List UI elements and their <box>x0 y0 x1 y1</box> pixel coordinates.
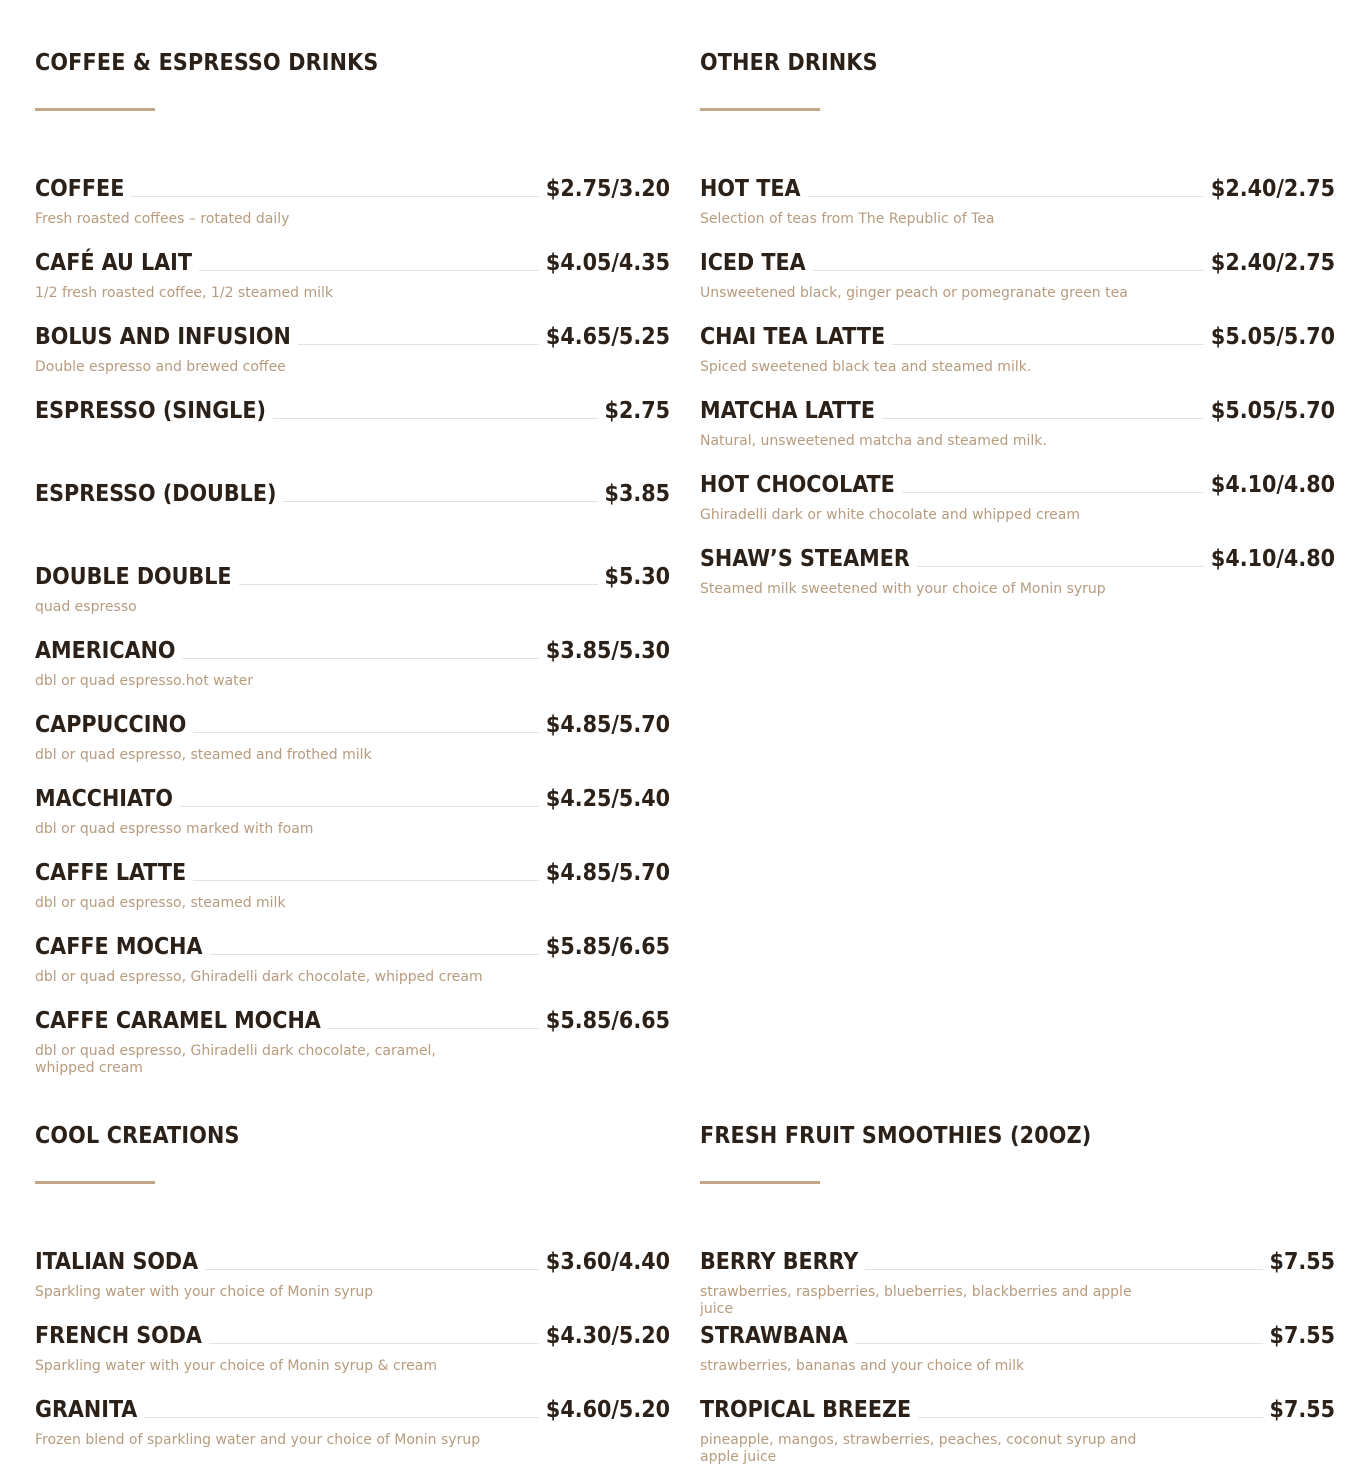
item-description: Frozen blend of sparkling water and your choice of Monin syrup <box>35 1432 481 1448</box>
item-name: MATCHA LATTE <box>700 398 875 424</box>
item-description: Fresh roasted coffees – rotated daily <box>35 211 290 227</box>
item-name: ITALIAN SODA <box>35 1249 199 1275</box>
menu-item <box>35 1245 670 1319</box>
item-name: GRANITA <box>35 1397 138 1423</box>
leader-line <box>209 1343 539 1344</box>
menu-item <box>35 782 670 856</box>
item-price: $2.75/3.20 <box>545 176 670 202</box>
leader-line <box>210 954 539 955</box>
item-name: BOLUS AND INFUSION <box>35 324 291 350</box>
menu-item <box>700 394 1335 468</box>
section-divider <box>700 1181 820 1184</box>
item-description: strawberries, bananas and your choice of milk <box>700 1358 1025 1374</box>
item-price: $4.85/5.70 <box>545 712 670 738</box>
item-name: HOT CHOCOLATE <box>700 472 895 498</box>
leader-line <box>273 418 598 419</box>
menu-item <box>700 1319 1335 1393</box>
item-name: FRENCH SODA <box>35 1323 202 1349</box>
leader-line <box>865 1269 1262 1270</box>
item-name: CAFFE CARAMEL MOCHA <box>35 1008 321 1034</box>
leader-line <box>239 584 598 585</box>
item-description: Unsweetened black, ginger peach or pomegranate green tea <box>700 285 1128 301</box>
item-price: $7.55 <box>1269 1397 1335 1423</box>
leader-line <box>193 732 539 733</box>
menu-item <box>700 1393 1335 1467</box>
menu-item-list <box>700 1245 1335 1467</box>
item-description: Sparkling water with your choice of Monin syrup & cream <box>35 1358 437 1374</box>
menu-item <box>35 708 670 782</box>
leader-line <box>199 270 539 271</box>
item-name: CHAI TEA LATTE <box>700 324 886 350</box>
item-name: AMERICANO <box>35 638 176 664</box>
leader-line <box>205 1269 539 1270</box>
leader-line <box>182 658 538 659</box>
menu-item <box>35 246 670 320</box>
item-price: $3.60/4.40 <box>545 1249 670 1275</box>
section-divider <box>700 108 820 111</box>
item-description: dbl or quad espresso.hot water <box>35 673 254 689</box>
item-price: $7.55 <box>1269 1249 1335 1275</box>
item-name: MACCHIATO <box>35 786 173 812</box>
section-title: COOL CREATIONS <box>35 1123 240 1149</box>
menu-item <box>35 172 670 246</box>
item-price: $5.85/6.65 <box>545 1008 670 1034</box>
item-name: STRAWBANA <box>700 1323 848 1349</box>
item-description: Selection of teas from The Republic of Tea <box>700 211 995 227</box>
item-price: $2.40/2.75 <box>1210 176 1335 202</box>
item-description: Double espresso and brewed coffee <box>35 359 286 375</box>
item-price: $2.75 <box>604 398 670 424</box>
leader-line <box>328 1028 539 1029</box>
leader-line <box>180 806 539 807</box>
leader-line <box>298 344 539 345</box>
item-name: BERRY BERRY <box>700 1249 859 1275</box>
menu-item <box>700 542 1335 616</box>
item-price: $3.85/5.30 <box>545 638 670 664</box>
leader-line <box>283 501 597 502</box>
menu-item <box>35 1319 670 1393</box>
item-description: Steamed milk sweetened with your choice of Monin syrup <box>700 581 1106 597</box>
menu-item <box>35 930 670 1004</box>
item-name: SHAW’S STEAMER <box>700 546 910 572</box>
item-price: $5.05/5.70 <box>1210 324 1335 350</box>
item-price: $4.05/4.35 <box>545 250 670 276</box>
leader-line <box>813 270 1204 271</box>
item-name: CAFÉ AU LAIT <box>35 250 192 276</box>
item-description: dbl or quad espresso, steamed and frothed milk <box>35 747 372 763</box>
item-name: CAFFE MOCHA <box>35 934 203 960</box>
item-description: dbl or quad espresso marked with foam <box>35 821 314 837</box>
item-price: $4.65/5.25 <box>545 324 670 350</box>
menu-item <box>35 477 670 560</box>
menu-item <box>700 1245 1335 1319</box>
item-description: quad espresso <box>35 599 137 615</box>
menu-section-cool-creations <box>35 1119 670 1467</box>
item-name: ESPRESSO (DOUBLE) <box>35 481 277 507</box>
leader-line <box>131 196 539 197</box>
menu-item-list <box>700 172 1335 616</box>
leader-line <box>902 492 1204 493</box>
item-description: dbl or quad espresso, steamed milk <box>35 895 286 911</box>
item-price: $4.10/4.80 <box>1210 472 1335 498</box>
item-description: Spiced sweetened black tea and steamed milk. <box>700 359 1032 375</box>
leader-line <box>892 344 1204 345</box>
item-name: HOT TEA <box>700 176 801 202</box>
leader-line <box>855 1343 1263 1344</box>
menu-item <box>35 320 670 394</box>
menu-section-fruit-smoothies <box>700 1119 1335 1467</box>
menu-item <box>35 560 670 634</box>
item-price: $7.55 <box>1269 1323 1335 1349</box>
leader-line <box>882 418 1204 419</box>
leader-line <box>144 1417 539 1418</box>
menu-item <box>700 320 1335 394</box>
item-name: ESPRESSO (SINGLE) <box>35 398 266 424</box>
item-price: $4.85/5.70 <box>545 860 670 886</box>
menu-item <box>35 394 670 477</box>
item-description: 1/2 fresh roasted coffee, 1/2 steamed milk <box>35 285 334 301</box>
leader-line <box>193 880 539 881</box>
section-divider <box>35 108 155 111</box>
menu-item <box>35 1004 670 1078</box>
item-price: $4.60/5.20 <box>545 1397 670 1423</box>
section-divider <box>35 1181 155 1184</box>
item-price: $2.40/2.75 <box>1210 250 1335 276</box>
section-title: COFFEE & ESPRESSO DRINKS <box>35 50 379 76</box>
item-price: $3.85 <box>604 481 670 507</box>
menu-item <box>35 634 670 708</box>
item-name: DOUBLE DOUBLE <box>35 564 232 590</box>
item-name: CAFFE LATTE <box>35 860 187 886</box>
item-price: $4.30/5.20 <box>545 1323 670 1349</box>
item-name: TROPICAL BREEZE <box>700 1397 912 1423</box>
item-price: $4.25/5.40 <box>545 786 670 812</box>
item-price: $5.85/6.65 <box>545 934 670 960</box>
item-price: $5.30 <box>604 564 670 590</box>
item-name: COFFEE <box>35 176 125 202</box>
item-price: $5.05/5.70 <box>1210 398 1335 424</box>
leader-line <box>808 196 1204 197</box>
item-name: ICED TEA <box>700 250 806 276</box>
menu-section-coffee-espresso <box>35 46 670 1078</box>
item-description: Natural, unsweetened matcha and steamed milk. <box>700 433 1047 449</box>
item-description: strawberries, raspberries, blueberries, blackberries and apple juice <box>700 1284 1132 1317</box>
item-description: pineapple, mangos, strawberries, peaches, coconut syrup and apple juice <box>700 1432 1137 1465</box>
menu-section-other-drinks <box>700 46 1335 616</box>
leader-line <box>918 1417 1262 1418</box>
menu-item-list <box>35 172 670 1078</box>
menu-item <box>700 246 1335 320</box>
menu-item-list <box>35 1245 670 1467</box>
menu-item <box>700 172 1335 246</box>
item-description: Sparkling water with your choice of Monin syrup <box>35 1284 374 1300</box>
item-description: dbl or quad espresso, Ghiradelli dark chocolate, whipped cream <box>35 969 483 985</box>
menu-item <box>35 856 670 930</box>
menu-item <box>35 1393 670 1467</box>
leader-line <box>917 566 1204 567</box>
menu-item <box>700 468 1335 542</box>
item-description: Ghiradelli dark or white chocolate and whipped cream <box>700 507 1081 523</box>
section-title: OTHER DRINKS <box>700 50 878 76</box>
item-description: dbl or quad espresso, Ghiradelli dark chocolate, caramel, whipped cream <box>35 1043 436 1076</box>
item-name: CAPPUCCINO <box>35 712 187 738</box>
item-price: $4.10/4.80 <box>1210 546 1335 572</box>
section-title: FRESH FRUIT SMOOTHIES (20OZ) <box>700 1123 1092 1149</box>
